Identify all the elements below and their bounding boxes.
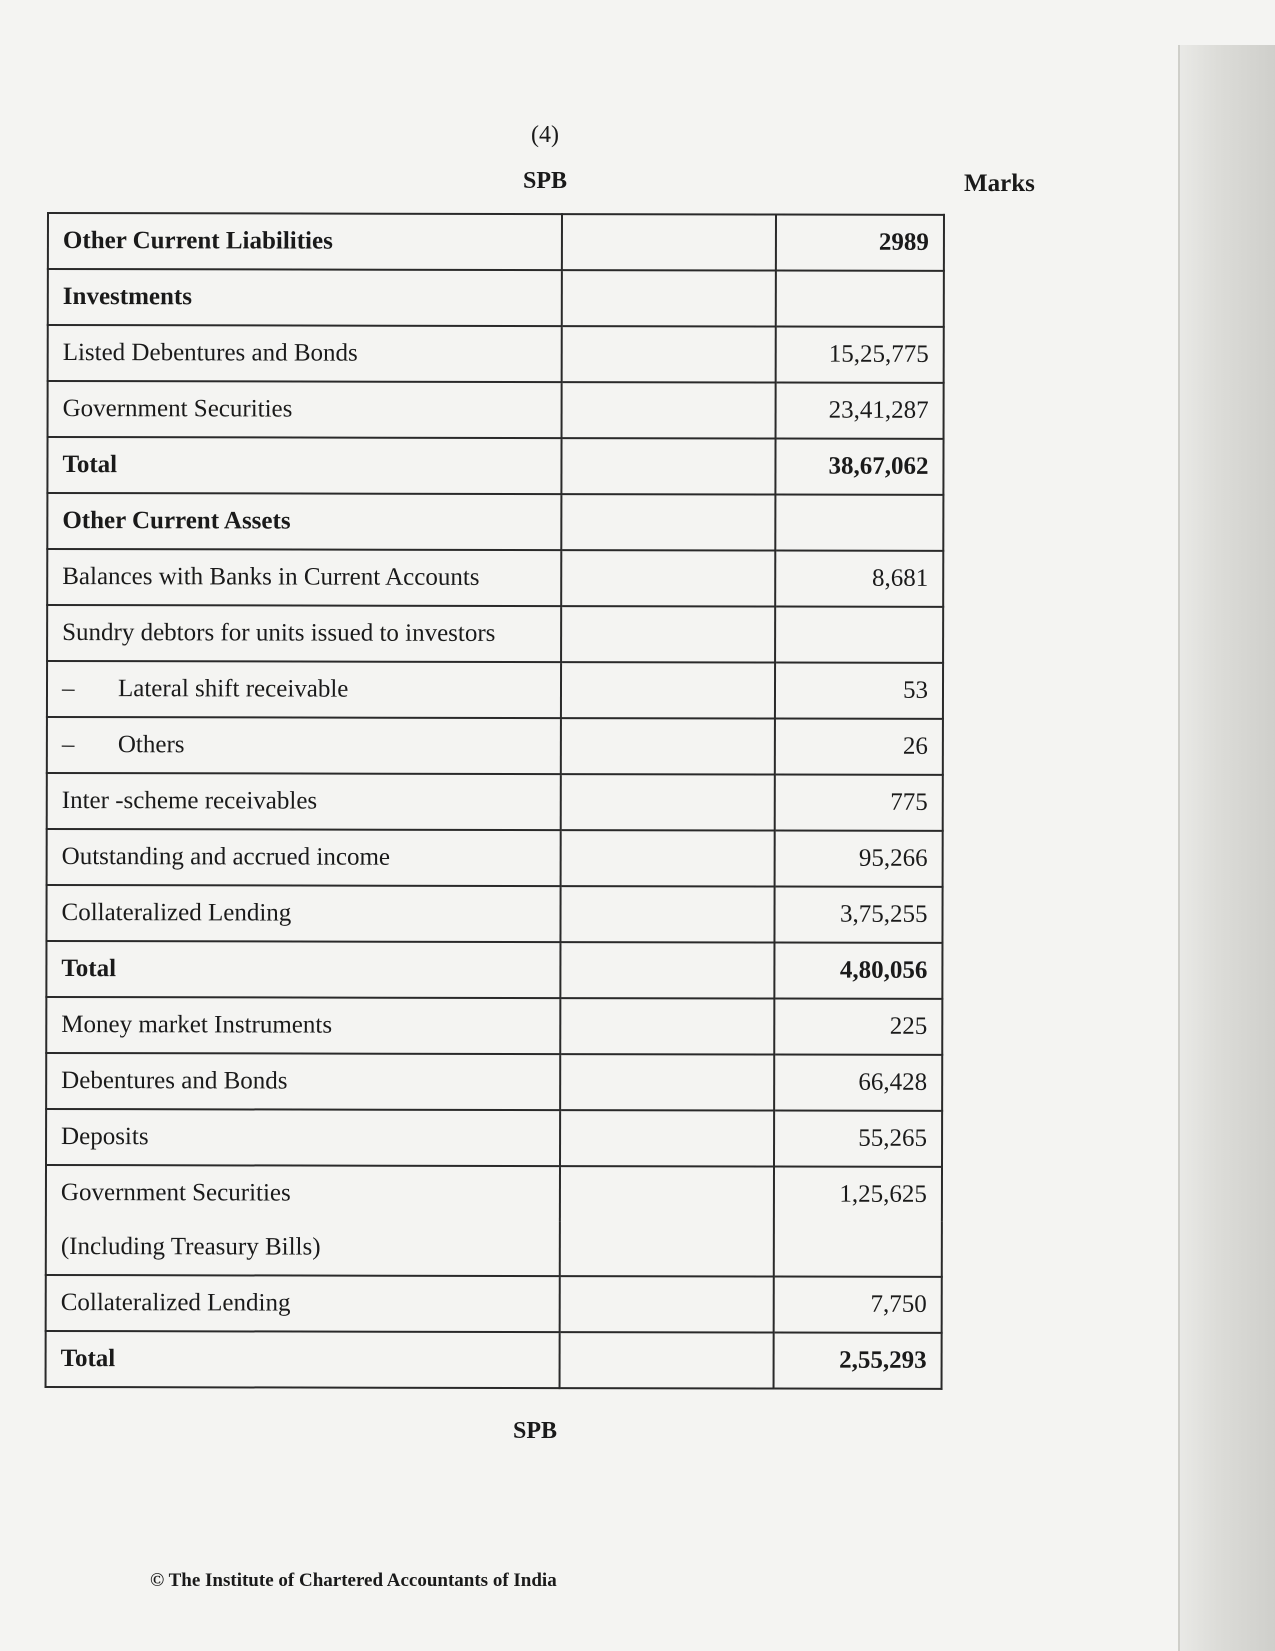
row-label bbox=[48, 269, 562, 326]
footer-code: SPB bbox=[512, 1418, 557, 1444]
row-label-text: Total bbox=[60, 1345, 116, 1373]
row-value: 66,428 bbox=[774, 1055, 942, 1111]
row-label-text: Outstanding and accrued income bbox=[61, 843, 391, 871]
table-row bbox=[48, 213, 944, 271]
row-label bbox=[46, 997, 560, 1054]
header-code: SPB bbox=[522, 168, 567, 194]
row-value: 2989 bbox=[776, 215, 944, 271]
row-value: 2,55,293 bbox=[774, 1333, 942, 1389]
row-label bbox=[46, 1331, 560, 1388]
row-label bbox=[46, 1165, 560, 1221]
table-row bbox=[46, 1220, 942, 1277]
row-value: 4,80,056 bbox=[775, 943, 943, 999]
table-row bbox=[48, 325, 944, 383]
row-value bbox=[774, 1222, 942, 1277]
row-value: 38,67,062 bbox=[776, 439, 944, 495]
page-number: (4) bbox=[531, 122, 559, 148]
row-empty-cell bbox=[560, 1166, 774, 1221]
row-label bbox=[46, 885, 560, 942]
row-empty-cell bbox=[561, 718, 775, 774]
row-empty-cell bbox=[562, 494, 776, 550]
row-value bbox=[775, 607, 943, 663]
table-row bbox=[46, 1165, 942, 1222]
row-label-text: Listed Debentures and Bonds bbox=[62, 339, 358, 367]
row-label bbox=[47, 605, 561, 662]
row-label bbox=[46, 1220, 560, 1276]
row-label bbox=[46, 1109, 560, 1166]
row-label bbox=[47, 773, 561, 830]
row-label bbox=[46, 941, 560, 998]
row-value: 225 bbox=[774, 999, 942, 1055]
table-body bbox=[46, 213, 944, 1389]
row-empty-cell bbox=[561, 886, 775, 942]
row-value bbox=[776, 495, 944, 551]
row-label-text: Investments bbox=[62, 283, 193, 311]
table-row bbox=[47, 829, 943, 887]
row-empty-cell bbox=[560, 1054, 774, 1110]
row-empty-cell bbox=[560, 1110, 774, 1166]
row-value: 53 bbox=[775, 663, 943, 719]
row-value: 95,266 bbox=[775, 831, 943, 887]
row-label-text: Money market Instruments bbox=[61, 1011, 333, 1039]
table-row bbox=[48, 269, 944, 327]
table-row bbox=[48, 381, 944, 439]
table-row bbox=[46, 941, 942, 999]
table-row bbox=[46, 1275, 942, 1333]
row-label-text: Total bbox=[61, 955, 117, 983]
row-label-text: Debentures and Bonds bbox=[61, 1067, 288, 1095]
row-dash: – bbox=[61, 731, 75, 759]
row-label-text: Inter -scheme receivables bbox=[61, 787, 318, 815]
row-value: 775 bbox=[775, 775, 943, 831]
row-empty-cell bbox=[560, 1221, 774, 1276]
table-row bbox=[46, 885, 942, 943]
row-label-text: Lateral shift receivable bbox=[117, 675, 349, 703]
table-row bbox=[46, 1053, 942, 1111]
table-row bbox=[46, 997, 942, 1055]
row-value: 15,25,775 bbox=[776, 327, 944, 383]
row-label-text: Deposits bbox=[61, 1123, 149, 1151]
table-row bbox=[47, 661, 943, 719]
table-row bbox=[47, 717, 943, 775]
row-label-text: Other Current Liabilities bbox=[62, 227, 333, 255]
row-dash: – bbox=[61, 675, 75, 703]
table-row bbox=[47, 549, 943, 607]
row-empty-cell bbox=[561, 550, 775, 606]
row-label-text: Sundry debtors for units issued to investors bbox=[62, 619, 496, 647]
row-label-text: Balances with Banks in Current Accounts bbox=[62, 563, 480, 591]
row-label-text: Government Securities bbox=[60, 1179, 291, 1207]
row-empty-cell bbox=[561, 606, 775, 662]
row-empty-cell bbox=[562, 270, 776, 326]
row-empty-cell bbox=[561, 998, 775, 1054]
row-value: 3,75,255 bbox=[775, 887, 943, 943]
row-label-text: (Including Treasury Bills) bbox=[60, 1233, 321, 1261]
row-label-text: Collateralized Lending bbox=[61, 899, 292, 927]
table-row bbox=[46, 1331, 942, 1389]
marks-heading: Marks bbox=[964, 170, 1035, 197]
table-row bbox=[47, 605, 943, 663]
row-label bbox=[47, 717, 561, 774]
row-label-text: Other Current Assets bbox=[62, 507, 291, 535]
row-label-text: Total bbox=[62, 451, 118, 479]
page-edge bbox=[1178, 45, 1275, 1651]
row-value: 23,41,287 bbox=[776, 383, 944, 439]
row-empty-cell bbox=[560, 1332, 774, 1388]
table-row bbox=[47, 437, 943, 495]
row-label bbox=[46, 1275, 560, 1332]
row-label bbox=[48, 325, 562, 382]
row-value: 8,681 bbox=[775, 551, 943, 607]
row-label bbox=[48, 213, 562, 270]
table-row bbox=[47, 773, 943, 831]
table-row bbox=[46, 1109, 942, 1167]
row-empty-cell bbox=[561, 662, 775, 718]
row-empty-cell bbox=[562, 438, 776, 494]
row-label bbox=[46, 1053, 560, 1110]
row-label bbox=[47, 493, 561, 550]
row-empty-cell bbox=[561, 830, 775, 886]
row-empty-cell bbox=[560, 1276, 774, 1332]
row-value: 26 bbox=[775, 719, 943, 775]
row-label bbox=[47, 829, 561, 886]
row-label-text: Collateralized Lending bbox=[60, 1289, 291, 1317]
table-row bbox=[47, 493, 943, 551]
row-empty-cell bbox=[561, 942, 775, 998]
row-label-text: Others bbox=[117, 731, 185, 759]
row-value bbox=[776, 271, 944, 327]
row-label bbox=[47, 437, 561, 494]
row-empty-cell bbox=[562, 382, 776, 438]
row-label bbox=[47, 661, 561, 718]
row-label bbox=[47, 549, 561, 606]
row-value: 55,265 bbox=[774, 1111, 942, 1167]
row-value: 7,750 bbox=[774, 1277, 942, 1333]
copyright-notice: © The Institute of Chartered Accountants of India bbox=[150, 1570, 557, 1591]
row-value: 1,25,625 bbox=[774, 1167, 942, 1222]
row-empty-cell bbox=[561, 774, 775, 830]
row-label-text: Government Securities bbox=[62, 395, 293, 423]
row-empty-cell bbox=[562, 326, 776, 382]
row-empty-cell bbox=[562, 214, 776, 270]
balance-table bbox=[45, 212, 945, 1390]
row-label bbox=[48, 381, 562, 438]
